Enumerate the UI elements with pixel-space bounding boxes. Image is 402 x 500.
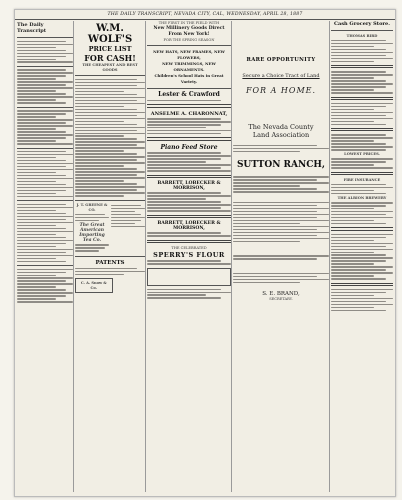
column-5 (331, 21, 393, 492)
land-association: Land Association (252, 131, 310, 139)
secure-tract: Secure a Choice Tract of Land (242, 73, 320, 79)
millinery-banner: New Millinery Goods Direct From New York! (153, 25, 225, 37)
price-list (75, 79, 145, 197)
wolf-title: W.M. WOLF'S (87, 23, 133, 45)
lowest-prices: LOWEST PRICES. (344, 152, 380, 157)
tea-co-ad: The Great American Importing Tea Co. (79, 222, 105, 243)
column-3 (147, 21, 232, 492)
nevada-county: The Nevada County (248, 123, 314, 131)
first-in-field: THE FIRST IN THE FIELD WITH (158, 21, 220, 25)
for-a-home: FOR A HOME. (245, 86, 317, 95)
signature-title: SECRETARY. (269, 297, 293, 302)
sperry-caption: THE CELEBRATED (171, 245, 207, 250)
albion-brewery: THE ALBION BREWERY (337, 195, 387, 200)
trimmings-line: NEW TRIMMINGS, NEW ORNAMENTS. (162, 60, 216, 72)
charonnat-ad: ANSELME A. CHARONNAT, (150, 110, 228, 117)
masthead: The Daily Transcript (17, 22, 47, 34)
school-hats-line: Children's School Hats in Great Variety. (154, 72, 224, 84)
greene-ad: J. T. GREENE & CO. (76, 203, 108, 212)
spring-season: FOR THE SPRING SEASON (163, 37, 215, 42)
lester-crawford: Lester & Crawford (158, 91, 220, 99)
snow-ad: C. A. Snow & Co. (80, 280, 107, 290)
sperry-flour: SPERRY'S FLOUR (153, 250, 225, 259)
price-list-title: PRICE LIST (88, 45, 132, 53)
for-cash-title: FOR CASH! (84, 53, 136, 63)
column-2 (75, 21, 146, 492)
column-1-text (17, 41, 73, 303)
thomas-bird: THOMAS BIRD (346, 33, 378, 38)
newspaper-page (14, 9, 396, 497)
barrett-ad-2: BARRETT, LOBECKER & MORRISON, (157, 220, 221, 231)
patents-ad: PATENTS (95, 260, 125, 267)
column-4-text (233, 176, 329, 283)
wolf-note: THE CHEAPEST AND BEST GOODS (82, 63, 138, 72)
barrett-ad-1: BARRETT, LOBECKER & MORRISON, (157, 180, 221, 191)
piano-feed-store: Piano Feed Store (160, 143, 218, 151)
fire-insurance: FIRE INSURANCE (343, 177, 381, 182)
column-4 (233, 21, 330, 492)
signature: S. E. BRAND, (262, 291, 300, 298)
rare-opportunity: RARE OPPORTUNITY (246, 57, 316, 63)
hats-line: NEW HATS, NEW FRAMES, NEW FLOWERS, (153, 48, 225, 60)
page-header: THE DAILY TRANSCRIPT, NEVADA CITY, CAL, WEDNESDAY, APRIL 28, 1887 (15, 11, 395, 20)
column-1 (17, 21, 74, 492)
cash-grocery: Cash Grocery Store. (334, 21, 390, 27)
sutton-ranch: SUTTON RANCH, (236, 160, 326, 171)
